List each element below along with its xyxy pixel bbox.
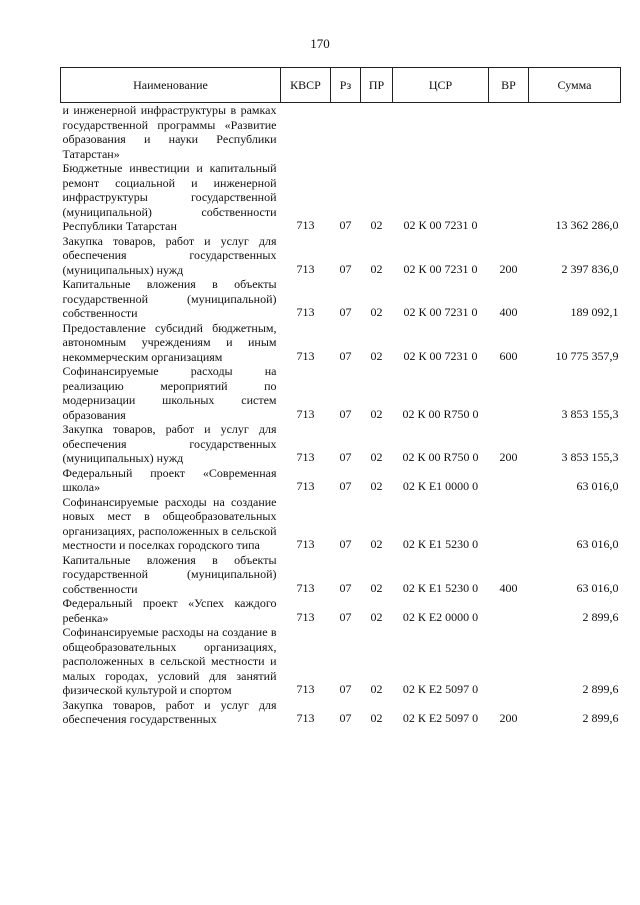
cell-csr: 02 К 00 7231 0	[403, 348, 478, 363]
cell-csr: 02 К 00 R750 0	[402, 406, 479, 421]
cell-vr: 200	[499, 711, 518, 725]
cell-vr	[489, 466, 529, 495]
table-row	[61, 277, 621, 321]
header-kvsr: КВСР	[281, 68, 331, 103]
cell-pr: 02	[370, 348, 383, 363]
cell-kvsr: 713	[296, 305, 315, 319]
cell-rz: 07	[339, 406, 352, 421]
cell-kvsr: 713	[296, 218, 315, 232]
cell-kvsr: 713	[296, 609, 315, 624]
cell-sum: 10 775 357,9	[555, 348, 619, 363]
cell-kvsr	[281, 103, 331, 162]
cell-kvsr: 713	[296, 348, 315, 363]
cell-csr: 02 К Е2 5097 0	[402, 682, 479, 696]
cell-kvsr: 713	[296, 682, 315, 696]
header-sum: Сумма	[529, 68, 621, 103]
cell-csr: 02 К Е2 5097 0	[402, 711, 479, 725]
cell-sum: 189 092,1	[570, 305, 619, 319]
cell-vr	[489, 495, 529, 553]
cell-rz: 07	[339, 537, 352, 551]
cell-rz: 07	[339, 450, 352, 464]
cell-kvsr: 713	[296, 580, 315, 595]
table-row	[61, 234, 621, 278]
cell-pr: 02	[370, 609, 383, 624]
cell-rz: 07	[339, 711, 352, 725]
header-name: Наименование	[61, 68, 281, 103]
cell-rz: 07	[339, 305, 352, 319]
cell-pr: 02	[370, 450, 383, 464]
cell-pr: 02	[370, 537, 383, 551]
cell-pr: 02	[370, 580, 383, 595]
cell-name: Закупка товаров, работ и услуг для обеспечения государственных (муниципальных) нужд	[62, 233, 277, 277]
cell-sum: 2 397 836,0	[561, 261, 619, 276]
cell-sum: 2 899,6	[582, 711, 619, 725]
cell-sum: 63 016,0	[576, 479, 619, 493]
header-pr: ПР	[361, 68, 393, 103]
cell-sum: 63 016,0	[576, 580, 619, 595]
cell-name: Софинансируемые расходы на создание новых мест в общеобразовательных организациях, расположенных в сельской местности и поселках городского типа	[62, 494, 277, 552]
cell-vr	[489, 364, 529, 422]
cell-pr: 02	[370, 305, 383, 319]
cell-sum: 13 362 286,0	[555, 218, 619, 232]
cell-name: Федеральный проект «Современная школа»	[62, 465, 277, 494]
header-csr: ЦСР	[393, 68, 489, 103]
cell-kvsr: 713	[296, 450, 315, 464]
header-rz: Рз	[331, 68, 361, 103]
table-row	[61, 698, 621, 727]
table-row	[61, 553, 621, 597]
cell-sum: 63 016,0	[576, 537, 619, 551]
cell-rz: 07	[339, 682, 352, 696]
table-row	[61, 625, 621, 698]
table-row	[61, 364, 621, 422]
table-row	[61, 161, 621, 234]
cell-csr	[393, 103, 489, 162]
cell-kvsr: 713	[296, 261, 315, 276]
cell-rz: 07	[339, 580, 352, 595]
cell-name: Предоставление субсидий бюджетным, автономным учреждениям и иным некоммерческим организациям	[62, 320, 277, 364]
cell-name: Бюджетные инвестиции и капитальный ремонт социальной и инженерной инфраструктуры государственной (муниципальной) собственности Республики Татарстан	[62, 161, 277, 233]
cell-sum: 2 899,6	[582, 682, 619, 696]
page-number: 170	[310, 36, 330, 51]
cell-name: Закупка товаров, работ и услуг для обеспечения государственных (муниципальных) нужд	[62, 422, 277, 465]
cell-rz: 07	[339, 348, 352, 363]
cell-rz: 07	[339, 261, 352, 276]
cell-rz: 07	[339, 479, 352, 493]
cell-sum: 3 853 155,3	[561, 406, 619, 421]
cell-kvsr: 713	[296, 537, 315, 551]
cell-vr	[489, 103, 529, 162]
cell-rz	[331, 103, 361, 162]
cell-vr: 200	[499, 261, 518, 276]
table-row	[61, 495, 621, 553]
cell-name: Капитальные вложения в объекты государственной (муниципальной) собственности	[62, 552, 277, 596]
cell-name: Федеральный проект «Успех каждого ребенка»	[62, 596, 277, 625]
cell-pr: 02	[370, 711, 383, 725]
table-body	[61, 103, 621, 727]
cell-vr	[489, 161, 529, 234]
header-vr: ВР	[489, 68, 529, 103]
cell-csr: 02 К Е1 5230 0	[402, 580, 479, 595]
cell-pr: 02	[370, 682, 383, 696]
cell-vr	[489, 596, 529, 625]
cell-csr: 02 К Е2 0000 0	[402, 609, 479, 624]
cell-csr: 02 К 00 7231 0	[403, 218, 478, 232]
cell-csr: 02 К 00 7231 0	[403, 261, 478, 276]
cell-sum: 3 853 155,3	[561, 450, 619, 464]
cell-csr: 02 К 00 7231 0	[403, 305, 478, 319]
cell-rz: 07	[339, 609, 352, 624]
cell-name: Софинансируемые расходы на реализацию мероприятий по модернизации школьных систем образования	[62, 364, 277, 422]
cell-name: и инженерной инфраструктуры в рамках государственной программы «Развитие образования и науки Республики Татарстан»	[62, 103, 277, 161]
cell-csr: 02 К 00 R750 0	[402, 450, 479, 464]
table-row	[61, 103, 621, 162]
cell-pr: 02	[370, 479, 383, 493]
cell-name: Софинансируемые расходы на создание в общеобразовательных организациях, расположенных в сельской местности и малых городах, условий для занятий физической культурой и спортом	[62, 625, 277, 697]
table-row	[61, 422, 621, 466]
table-row	[61, 466, 621, 495]
cell-vr: 400	[499, 580, 518, 595]
cell-pr: 02	[370, 261, 383, 276]
table-header-row	[61, 68, 621, 103]
cell-csr: 02 К Е1 0000 0	[402, 479, 479, 493]
cell-kvsr: 713	[296, 406, 315, 421]
cell-pr: 02	[370, 406, 383, 421]
cell-sum: 2 899,6	[582, 609, 619, 624]
cell-kvsr: 713	[296, 711, 315, 725]
cell-vr: 600	[499, 348, 518, 363]
budget-table	[60, 67, 621, 727]
cell-vr: 200	[499, 450, 518, 464]
cell-sum	[529, 103, 621, 162]
cell-vr: 400	[499, 305, 518, 319]
cell-pr: 02	[370, 218, 383, 232]
cell-name: Закупка товаров, работ и услуг для обеспечения государственных	[62, 697, 277, 726]
cell-vr	[489, 625, 529, 698]
cell-kvsr: 713	[296, 479, 315, 493]
cell-rz: 07	[339, 218, 352, 232]
cell-csr: 02 К Е1 5230 0	[402, 537, 479, 551]
cell-name: Капитальные вложения в объекты государственной (муниципальной) собственности	[62, 277, 277, 320]
table-row	[61, 596, 621, 625]
cell-pr	[361, 103, 393, 162]
table-row	[61, 321, 621, 365]
